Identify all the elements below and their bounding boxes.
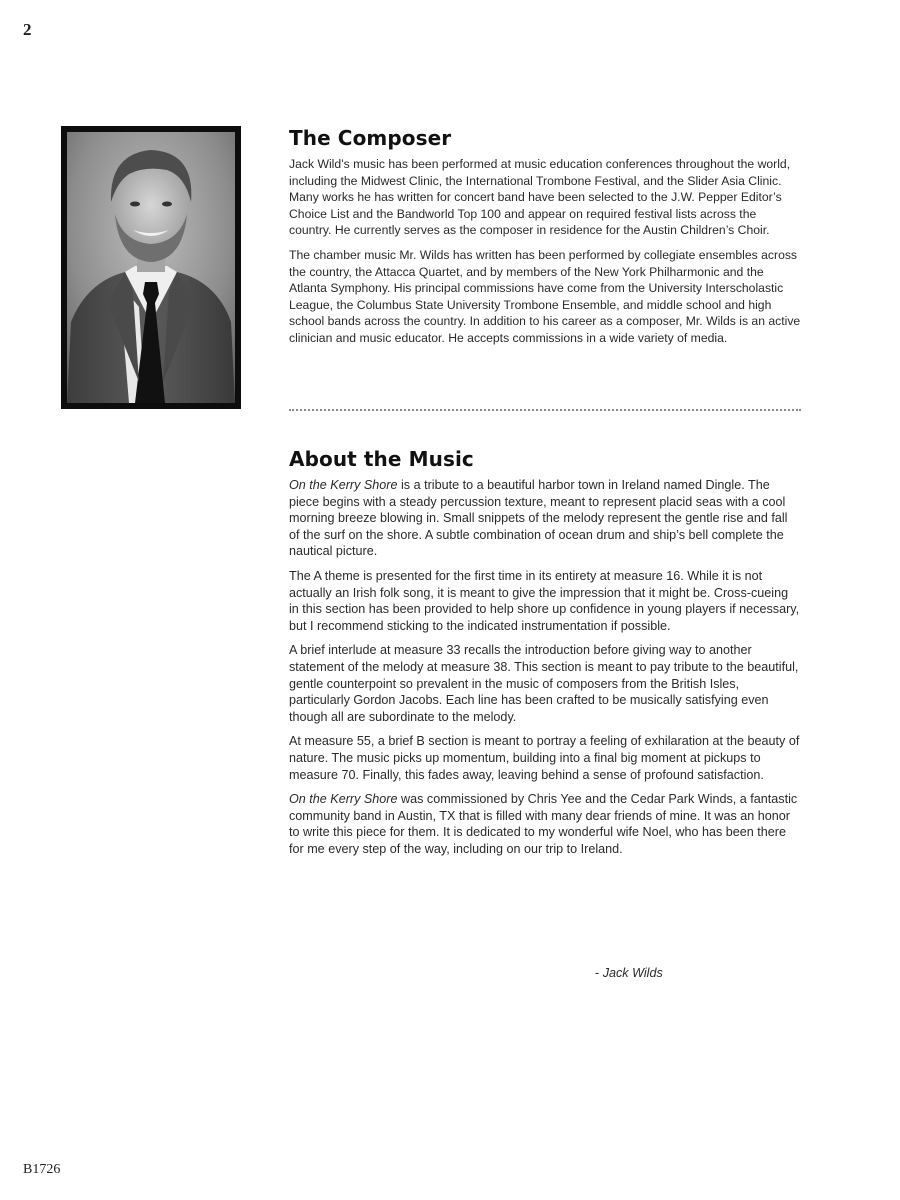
music-paragraph-1 xyxy=(289,477,801,560)
composer-heading: The Composer xyxy=(289,126,452,150)
music-paragraph-3: A brief interlude at measure 33 recalls the introduction before giving way to another statement of the melody at measure 38. This section is meant to pay tribute to the beautiful, gentle counterpoint so prevalent in the music of composers from the British Isles, particularly Gordon Jacobs. Each line has been crafted to be musically satisfying even though all are subordinate to the melody. xyxy=(289,643,799,724)
music-paragraph-1-text: is a tribute to a beautiful harbor town in Ireland named Dingle. The piece begins with a steady percussion texture, meant to represent placid seas with a cool morning breeze blowing in. Small snippets of the melody represent the gentle rise and fall of the surf on the shore. A subtle combination of ocean drum and ship’s bell complete the nautical picture. xyxy=(289,478,788,559)
music-paragraph-5-text: was commissioned by Chris Yee and the Cedar Park Winds, a fantastic community band in Austin, TX that is filled with many dear friends of mine. It was an honor to write this piece for them. It is dedicated to my wonderful wife Noel, who has been there for me every step of the way, including on our trip to Ireland. xyxy=(289,792,798,856)
about-music-section xyxy=(289,447,801,865)
music-paragraph-4: At measure 55, a brief B section is meant to portray a feeling of exhilaration at the beauty of nature. The music picks up momentum, building into a final big moment at pickups to measure 70. Finally, this fades away, leaving behind a sense of profound satisfaction. xyxy=(289,734,800,782)
composer-portrait-photo-icon xyxy=(67,132,235,403)
piece-title: On the Kerry Shore xyxy=(289,478,398,492)
piece-title: On the Kerry Shore xyxy=(289,792,398,807)
music-paragraph-2: The A theme is presented for the first time in its entirety at measure 16. While it is not actually an Irish folk song, it is meant to give the impression that it might be. Cross-cueing in this section has been provided to help shore up confidence in young players if necessary, but I recommend sticking to the indicated instrumentation if possible. xyxy=(289,568,800,633)
about-music-heading: About the Music xyxy=(289,447,474,471)
composer-paragraph-1: Jack Wild’s music has been performed at music education conferences throughout the world, including the Midwest Clinic, the International Trombone Festival, and the Slider Asia Clinic. Many works he has written for concert band have been selected to the J.W. Pepper Editor’s Choice List and the Bandworld Top 100 and appear on required festival lists across the country. He currently serves as the composer in residence for the Austin Children’s Choir. xyxy=(289,157,791,238)
composer-section xyxy=(289,126,801,355)
signature-dash: - xyxy=(595,966,603,980)
music-paragraph-5 xyxy=(289,791,801,857)
page-number: 2 xyxy=(23,20,32,39)
composer-paragraph-2: The chamber music Mr. Wilds has written has been performed by collegiate ensembles across the country, the Attacca Quartet, and by members of the New York Philharmonic and the Atlanta Symphony. His principal commissions have come from the University Interscholastic League, the Columbus State University Trombone Ensemble, and middle school and high school bands across the country. In addition to his career as a composer, Mr. Wilds is an active clinician and music educator. He accepts commissions in a wide variety of media. xyxy=(289,247,801,345)
footer-catalog-code: B1726 xyxy=(23,1162,61,1177)
signature xyxy=(595,966,663,980)
signature-name: Jack Wilds xyxy=(602,966,663,980)
dotted-divider xyxy=(289,409,801,411)
composer-photo xyxy=(61,126,241,409)
